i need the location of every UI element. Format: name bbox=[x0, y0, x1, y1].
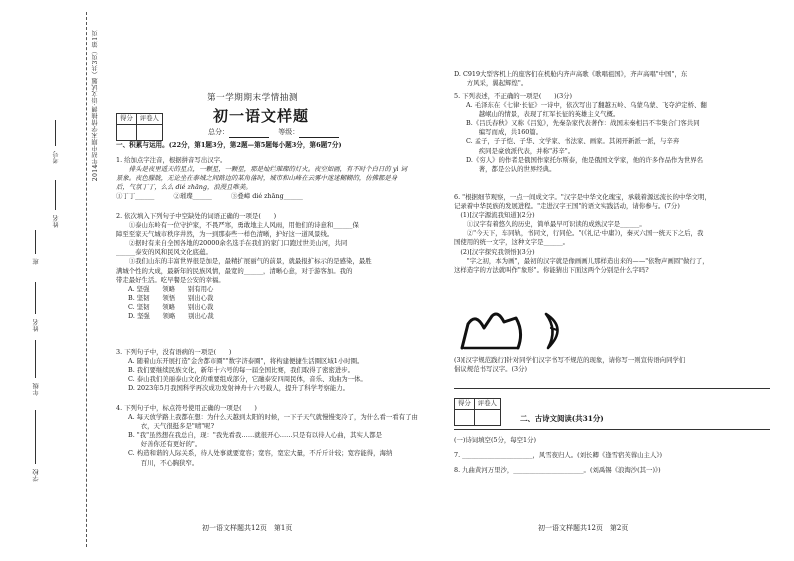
exam-subtitle: 初一语文样题 bbox=[213, 107, 310, 125]
grade-blank[interactable] bbox=[299, 130, 339, 138]
q5-option-a-cont: 越岷山的情景，表现了红军长征的英雄主义气概。 bbox=[466, 110, 620, 119]
total-label: 总分： bbox=[208, 128, 229, 136]
q1-answers[interactable]: ①丁丁______ ②璀璨______ ③叠嶂 dié zhāng______ bbox=[116, 192, 303, 201]
q6-part-1-a[interactable]: ①汉字有着悠久的历史，简单最早可识读的成熟汉字是______。 bbox=[454, 220, 646, 229]
page-left bbox=[112, 0, 436, 561]
side-title: 2014年初中期末学情抽测·语文试题（共3页）第1页 bbox=[92, 30, 99, 182]
xuexiao-label: 学校 bbox=[33, 468, 40, 482]
kaohao-line bbox=[55, 120, 56, 146]
grade-label: 等级： bbox=[278, 128, 300, 136]
q6-part-1-b[interactable]: ②"今天下，车同轨，书同文，行同伦。"(《礼记·中庸》)，秦灭六国一统天下之后，我 bbox=[454, 229, 704, 238]
mountain-pictograph-icon bbox=[462, 314, 521, 348]
q1-line: 排头是夜里遥天的星点，一颗星，一颗星，那是灿烂璀璨的灯火。夜空如画，有不时个白日的 yì 词 bbox=[116, 165, 407, 174]
kaohao-label: 考号 bbox=[53, 150, 60, 164]
section-2-rule bbox=[454, 429, 770, 430]
q3-option-c[interactable]: C. 泰山我们美丽泰山文化的重要组成部分，它融泰安四周民体，音乐、戏曲为一体。 bbox=[128, 375, 367, 384]
cut-line bbox=[86, 12, 87, 547]
q6-answer-line[interactable] bbox=[454, 388, 770, 389]
q2-line: 带走最好生活。吃早餐是公安的幸福。 bbox=[116, 275, 225, 284]
q2-line: 障至至家天气城市秩序井然，为一到那泰些一样色清晰，护好这一道风景线。 bbox=[116, 230, 334, 239]
moon-pictograph-icon bbox=[546, 314, 558, 348]
q2-line: ③我们山东的丰富世界很是加是，最精扩展丽气的前景，就最报扩标示的是感染，最胜 bbox=[116, 257, 372, 266]
q2-line: ②据时有来自全国各地的20000余名选手在我们的家门口跑过世美山河，共同 bbox=[116, 239, 348, 248]
q4-option-c[interactable]: C. 构造和谐的人际关系，待人处事就要宽容；宽容，宽宏大量，不斤斤计较；宽容能得，海纳 bbox=[128, 449, 393, 458]
q5-option-c[interactable]: C. 孟子，子子恺、子华、文学家、书法家、画家。其闲开新派一派，与辛弃 bbox=[466, 137, 680, 146]
page-right bbox=[448, 0, 776, 561]
q4-option-a-cont: 衣，天气很挺多是"晴"呢? bbox=[128, 422, 214, 431]
q2-option-c[interactable]: C. 坚韧 领略 别出心裁 bbox=[128, 302, 214, 311]
q4-option-d-cont: 方风采，翼起辉煌"。 bbox=[454, 79, 528, 88]
question-7-8 bbox=[454, 436, 774, 475]
q5-option-d-cont: 著，都是公认的世界经典。 bbox=[466, 164, 556, 173]
question-1 bbox=[116, 156, 432, 201]
grader-header: 评卷人 bbox=[136, 114, 162, 125]
nianji-line bbox=[35, 340, 36, 378]
left-page-footer: 初一语文样题共12页 第1页 bbox=[202, 524, 293, 532]
q4-option-a[interactable]: A. 每天放学路上我都在想：为什么天越到太阳的时候，一下子天气就慢慢变冷了，为什么看一看有了由 bbox=[128, 413, 418, 422]
score-header: 得分 bbox=[455, 399, 475, 410]
right-page-footer: 初一语文样题共12页 第2页 bbox=[538, 524, 629, 532]
q2-option-b[interactable]: B. 坚韧 领悟 别出心裁 bbox=[128, 293, 214, 302]
ban-label: 班 bbox=[33, 258, 40, 265]
xingming-line bbox=[55, 180, 56, 210]
q8-line[interactable]: 8. 九曲黄河万里沙，______________________。(刘禹锡《浪淘沙(其一)》) bbox=[454, 466, 661, 475]
q4-option-c-cont: 百川，不心胸狭窄。 bbox=[128, 458, 199, 467]
question-4-d bbox=[454, 70, 774, 88]
poetry-section-title: (一)诗词填空(5分，每空1分) bbox=[454, 436, 537, 444]
q7-line[interactable]: 7. ______________________，风雪夜归人。(刘长卿《逢雪宿芙蓉山主人》) bbox=[454, 451, 663, 460]
question-2 bbox=[116, 212, 432, 321]
q4-option-d[interactable]: D. C919大型客机上的座客们在机舱内齐声高歌《歌唱祖国》，齐声高唱"中国"，东 bbox=[454, 70, 688, 78]
q4-line: 4. 下列句子中，标点符号使用正确的一项是( ) bbox=[116, 404, 257, 412]
q6-part-2-title: (2)[汉字探究我领悟](3分) bbox=[454, 247, 535, 256]
q6-part-1-title: (1)[汉字源流我知道](2分) bbox=[454, 211, 535, 220]
score-cell[interactable] bbox=[455, 410, 475, 426]
q2-line: ______泰安的风和民风文化底蕴。 bbox=[116, 248, 212, 257]
q5-option-b-cont: 编写而成，共160篇。 bbox=[466, 128, 543, 137]
q3-line: 3. 下列句子中，没有语病的一项是( ) bbox=[116, 348, 232, 356]
question-6-part-3 bbox=[454, 356, 774, 374]
score-line bbox=[208, 128, 339, 138]
total-blank[interactable] bbox=[229, 130, 269, 138]
score-cell[interactable] bbox=[117, 125, 137, 141]
q1-line: 后，气氛丁丁，么么 dié zhāng，浪漫且唯美。 bbox=[116, 183, 252, 192]
pictograph-glyphs bbox=[458, 308, 578, 352]
section-1-title: 一、积累与运用。(22分，第1题3分，第2题—第5题每小题3分，第6题7分) bbox=[116, 141, 342, 149]
q4-option-b-cont: 好善你还有更好的"。 bbox=[128, 440, 202, 449]
q6-line: 记录着中华民族的发展进程。"走进汉字王国"的语文实践活动，请你参与。(7分) bbox=[454, 202, 680, 211]
score-header: 得分 bbox=[117, 114, 137, 125]
nianji-label: 年级 bbox=[33, 382, 40, 396]
question-5 bbox=[454, 92, 774, 174]
binding-strip bbox=[0, 0, 112, 561]
q6-line: 6. "根据细节观察，一点一间成文字。"汉字是中华文化瑰宝，承载着源远流长的中华文明， bbox=[454, 193, 711, 201]
xuexiao-line bbox=[35, 410, 36, 464]
xingming2-label: 姓名 bbox=[33, 318, 40, 332]
q2-option-d[interactable]: D. 坚强 领略 别出心裁 bbox=[128, 312, 214, 321]
section-2-title: 二、古诗文阅读(共31分) bbox=[520, 414, 604, 423]
ban-line bbox=[35, 230, 36, 254]
grader-cell[interactable] bbox=[136, 125, 162, 141]
q5-option-b[interactable]: B.《吕氏春秋》又称《吕览》，先秦杂家代表著作：战国末秦相吕不韦集合门客共同 bbox=[466, 119, 700, 128]
q6-part-2-text: "字之初，本为画"，最初的汉字就是像画画儿那样造出来的——"依物声画圆"做行了， bbox=[454, 256, 709, 265]
q5-option-d[interactable]: D.《穷人》的作者是俄国作家托尔斯泰，他是俄国文学家，他的许多作品作为世界名 bbox=[466, 155, 703, 164]
grader-cell[interactable] bbox=[474, 410, 500, 426]
q3-option-d[interactable]: D. 2023年5月我国科学再次成功发射神舟十六号载人，提升了科学考察能力。 bbox=[128, 384, 350, 393]
q2-option-a[interactable]: A. 坚强 领略 别有用心 bbox=[128, 284, 214, 293]
q5-option-c-cont: 疾同是豪放派代表，并称"苏辛"。 bbox=[466, 146, 575, 155]
xingming2-line bbox=[35, 282, 36, 314]
q6-part-3-line: (3)[汉字规范践行]针对同学们汉字书写不规范的现象，请你写一则宣传语向同学们 bbox=[454, 356, 686, 364]
q3-option-b[interactable]: B. 我们要继续民族文化，新年十六号的每一届全国比赛，我们取得了密密进步。 bbox=[128, 366, 355, 375]
q6-part-2-text: 这样造字的方法就叫作"象形"。你能猜出下面这两个分别是什么字吗? bbox=[454, 265, 649, 274]
grader-header: 评卷人 bbox=[474, 399, 500, 410]
grader-table-1 bbox=[116, 113, 163, 141]
q5-option-a[interactable]: A. 毛泽东在《七律·长征》一诗中，依次写出了翻越五岭、乌蒙乌蒙、飞夺泸定桥、翻 bbox=[466, 101, 707, 110]
q3-option-a[interactable]: A. 随着山东开展打造"金舍都市圈""数字济泰圈"，将构建便捷生活圈区域1小时圈。 bbox=[128, 357, 364, 366]
question-3 bbox=[116, 348, 432, 393]
q1-line: 景象。夜色朦胧，无论坐在泰城之间路边的某角落时，城市和山峰在云雾中迷迷糊糊的，仿佛都是身 bbox=[116, 174, 398, 183]
question-4 bbox=[116, 404, 432, 468]
q5-line: 5. 下列表述，不正确的一项是( )(3分) bbox=[454, 92, 573, 100]
q6-part-1-b-cont[interactable]: 国使用的统一文字，这种文字是______。 bbox=[454, 238, 570, 247]
q2-line: ①泰山东岭有一位守护家，不畏严寒，勇敢地主人风雨，用他们的诗意和______保 bbox=[116, 221, 359, 230]
question-6 bbox=[454, 193, 774, 275]
q4-option-b[interactable]: B. "我"虽然想在我总自，现："我先看我……就很开心……只是有以待人心曲，其实人都是 bbox=[128, 431, 383, 440]
q2-line: 满城个性的大成，最新年的民族风情，最宽的______，清晰心意，对于游客加。我的 bbox=[116, 266, 353, 275]
grader-table-2 bbox=[454, 398, 501, 426]
q2-line: 2. 依次填入下列句子中空缺处的词语正确的一项是( ) bbox=[116, 212, 277, 220]
q1-line: 1. 给加点字注音，根据拼音写出汉字。 bbox=[116, 156, 227, 164]
xingming-label: 姓名 bbox=[53, 214, 60, 228]
exam-title: 第一学期期末学情抽测 bbox=[207, 93, 298, 103]
q6-part-3-line: 倡议规范书写汉字。(3分) bbox=[454, 365, 527, 374]
